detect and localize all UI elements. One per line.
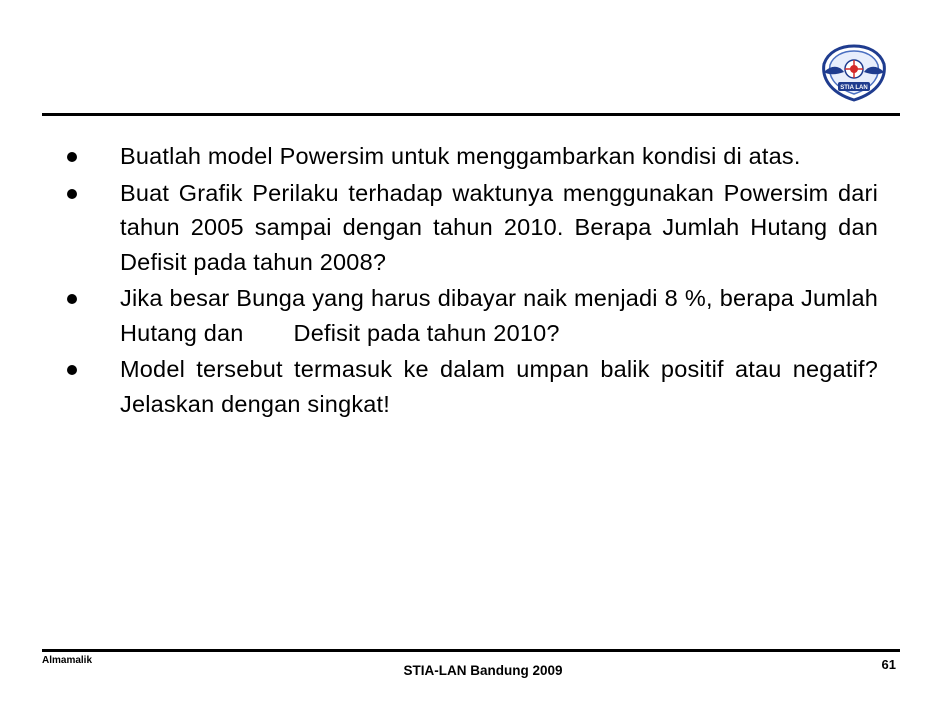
bullet-text [120,281,878,350]
page-number: 61 [881,657,896,672]
bullet-dot-icon [67,189,77,199]
footer-author: Almamalik [42,655,93,666]
top-divider [42,113,900,116]
footer-institution: STIA-LAN Bandung 2009 [403,663,563,678]
bullet-text-part2: Defisit pada tahun 2010? [293,319,560,346]
bottom-divider [42,649,900,652]
bullet-text: Buatlah model Powersim untuk menggambarkan kondisi di atas. [120,143,801,169]
list-item [0,176,942,280]
bullet-dot-icon [67,152,77,162]
bullet-text-part1: Jika besar Bunga yang harus dibayar naik menjadi 8 %, berapa Jumlah Hutang dan [120,285,878,346]
logo-emblem [845,60,863,78]
bullet-dot-icon [67,294,77,304]
logo-text: STIA LAN [840,85,868,91]
list-item [0,281,942,350]
stia-lan-logo [818,42,890,104]
bullet-list [0,139,942,423]
bullet-text: Model tersebut termasuk ke dalam umpan balik positif atau negatif? Jelaskan dengan singkat! [120,356,878,417]
list-item [0,139,942,174]
list-item [0,352,942,421]
bullet-dot-icon [67,365,77,375]
bullet-text: Buat Grafik Perilaku terhadap waktunya menggunakan Powersim dari tahun 2005 sampai dengan tahun 2010. Berapa Jumlah Hutang dan Defisit pada tahun 2008? [120,179,878,275]
